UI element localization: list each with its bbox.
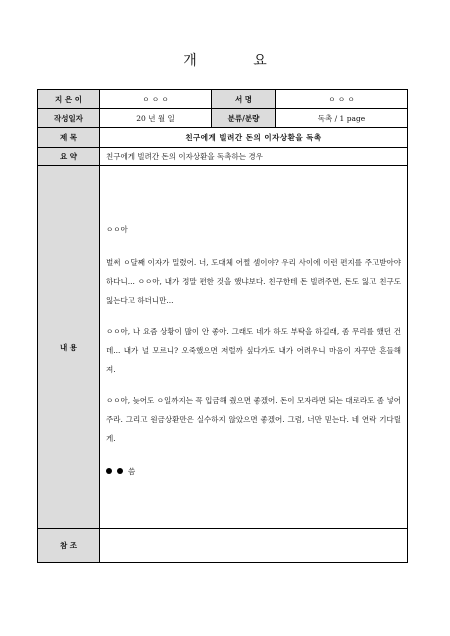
subject-value: 친구에게 빌려간 돈의 이자상환을 독촉	[100, 128, 408, 148]
subject-row	[38, 128, 408, 148]
letter-paragraph: ㅇㅇ아, 늦어도 ㅇ일까지는 꼭 입금해 줬으면 좋겠어. 돈이 모자라면 되는 대로라도 좀 넣어 주라. 그리고 원금상환만은 실수하지 않았으면 좋겠어. 그럼, 너만 믿는다. 네 연락 기다릴게.	[106, 395, 401, 443]
letter-greeting: ㅇㅇ아	[106, 224, 128, 234]
date-row	[38, 109, 408, 128]
signature-value: ㅇ ㅇ ㅇ	[276, 90, 408, 109]
signoff-text: 씀	[128, 466, 136, 476]
letter-signoff	[106, 466, 401, 477]
reference-label: 참 조	[38, 529, 100, 563]
summary-row	[38, 148, 408, 166]
summary-value: 친구에게 빌려간 돈의 이자상환을 독촉하는 경우	[100, 148, 408, 166]
page-title: 개 요	[183, 53, 293, 69]
date-label: 작성일자	[38, 109, 100, 128]
sender-mark-icon	[106, 468, 112, 474]
author-row	[38, 90, 408, 109]
content-row	[38, 166, 408, 529]
content-body	[100, 166, 408, 529]
category-label: 분류/분량	[212, 109, 276, 128]
content-label: 내 용	[38, 166, 100, 529]
sender-mark-icon	[117, 468, 123, 474]
letter-paragraph: ㅇㅇ아, 나 요즘 상황이 많이 안 좋아. 그래도 네가 하도 부탁을 하길래, 좀 무리를 했던 건데... 내가 널 모르니? 오죽했으면 저럴까 싶다가도 내가 어려우니 마음이 자꾸만 흔들해 져.	[106, 326, 401, 374]
letter-paragraph: 벌써 ㅇ달째 이자가 밀렸어. 너, 도대체 어쩔 셈이야? 우리 사이에 이런 편지를 주고받아야 하다니... ㅇㅇ아, 내가 정말 편한 것을 했냐보다. 친구한테 돈 빌려주면, 돈도 잃고 친구도 잃는다고 하더니만...	[106, 257, 401, 305]
category-value: 독촉 / 1 page	[276, 109, 408, 128]
reference-value	[100, 529, 408, 563]
signature-label: 서 명	[212, 90, 276, 109]
subject-label: 제 목	[38, 128, 100, 148]
author-label: 지 은 이	[38, 90, 100, 109]
date-value: 20 년 월 일	[100, 109, 212, 128]
summary-label: 요 약	[38, 148, 100, 166]
reference-row	[38, 529, 408, 563]
author-value: ㅇ ㅇ ㅇ	[100, 90, 212, 109]
summary-form	[37, 89, 408, 563]
